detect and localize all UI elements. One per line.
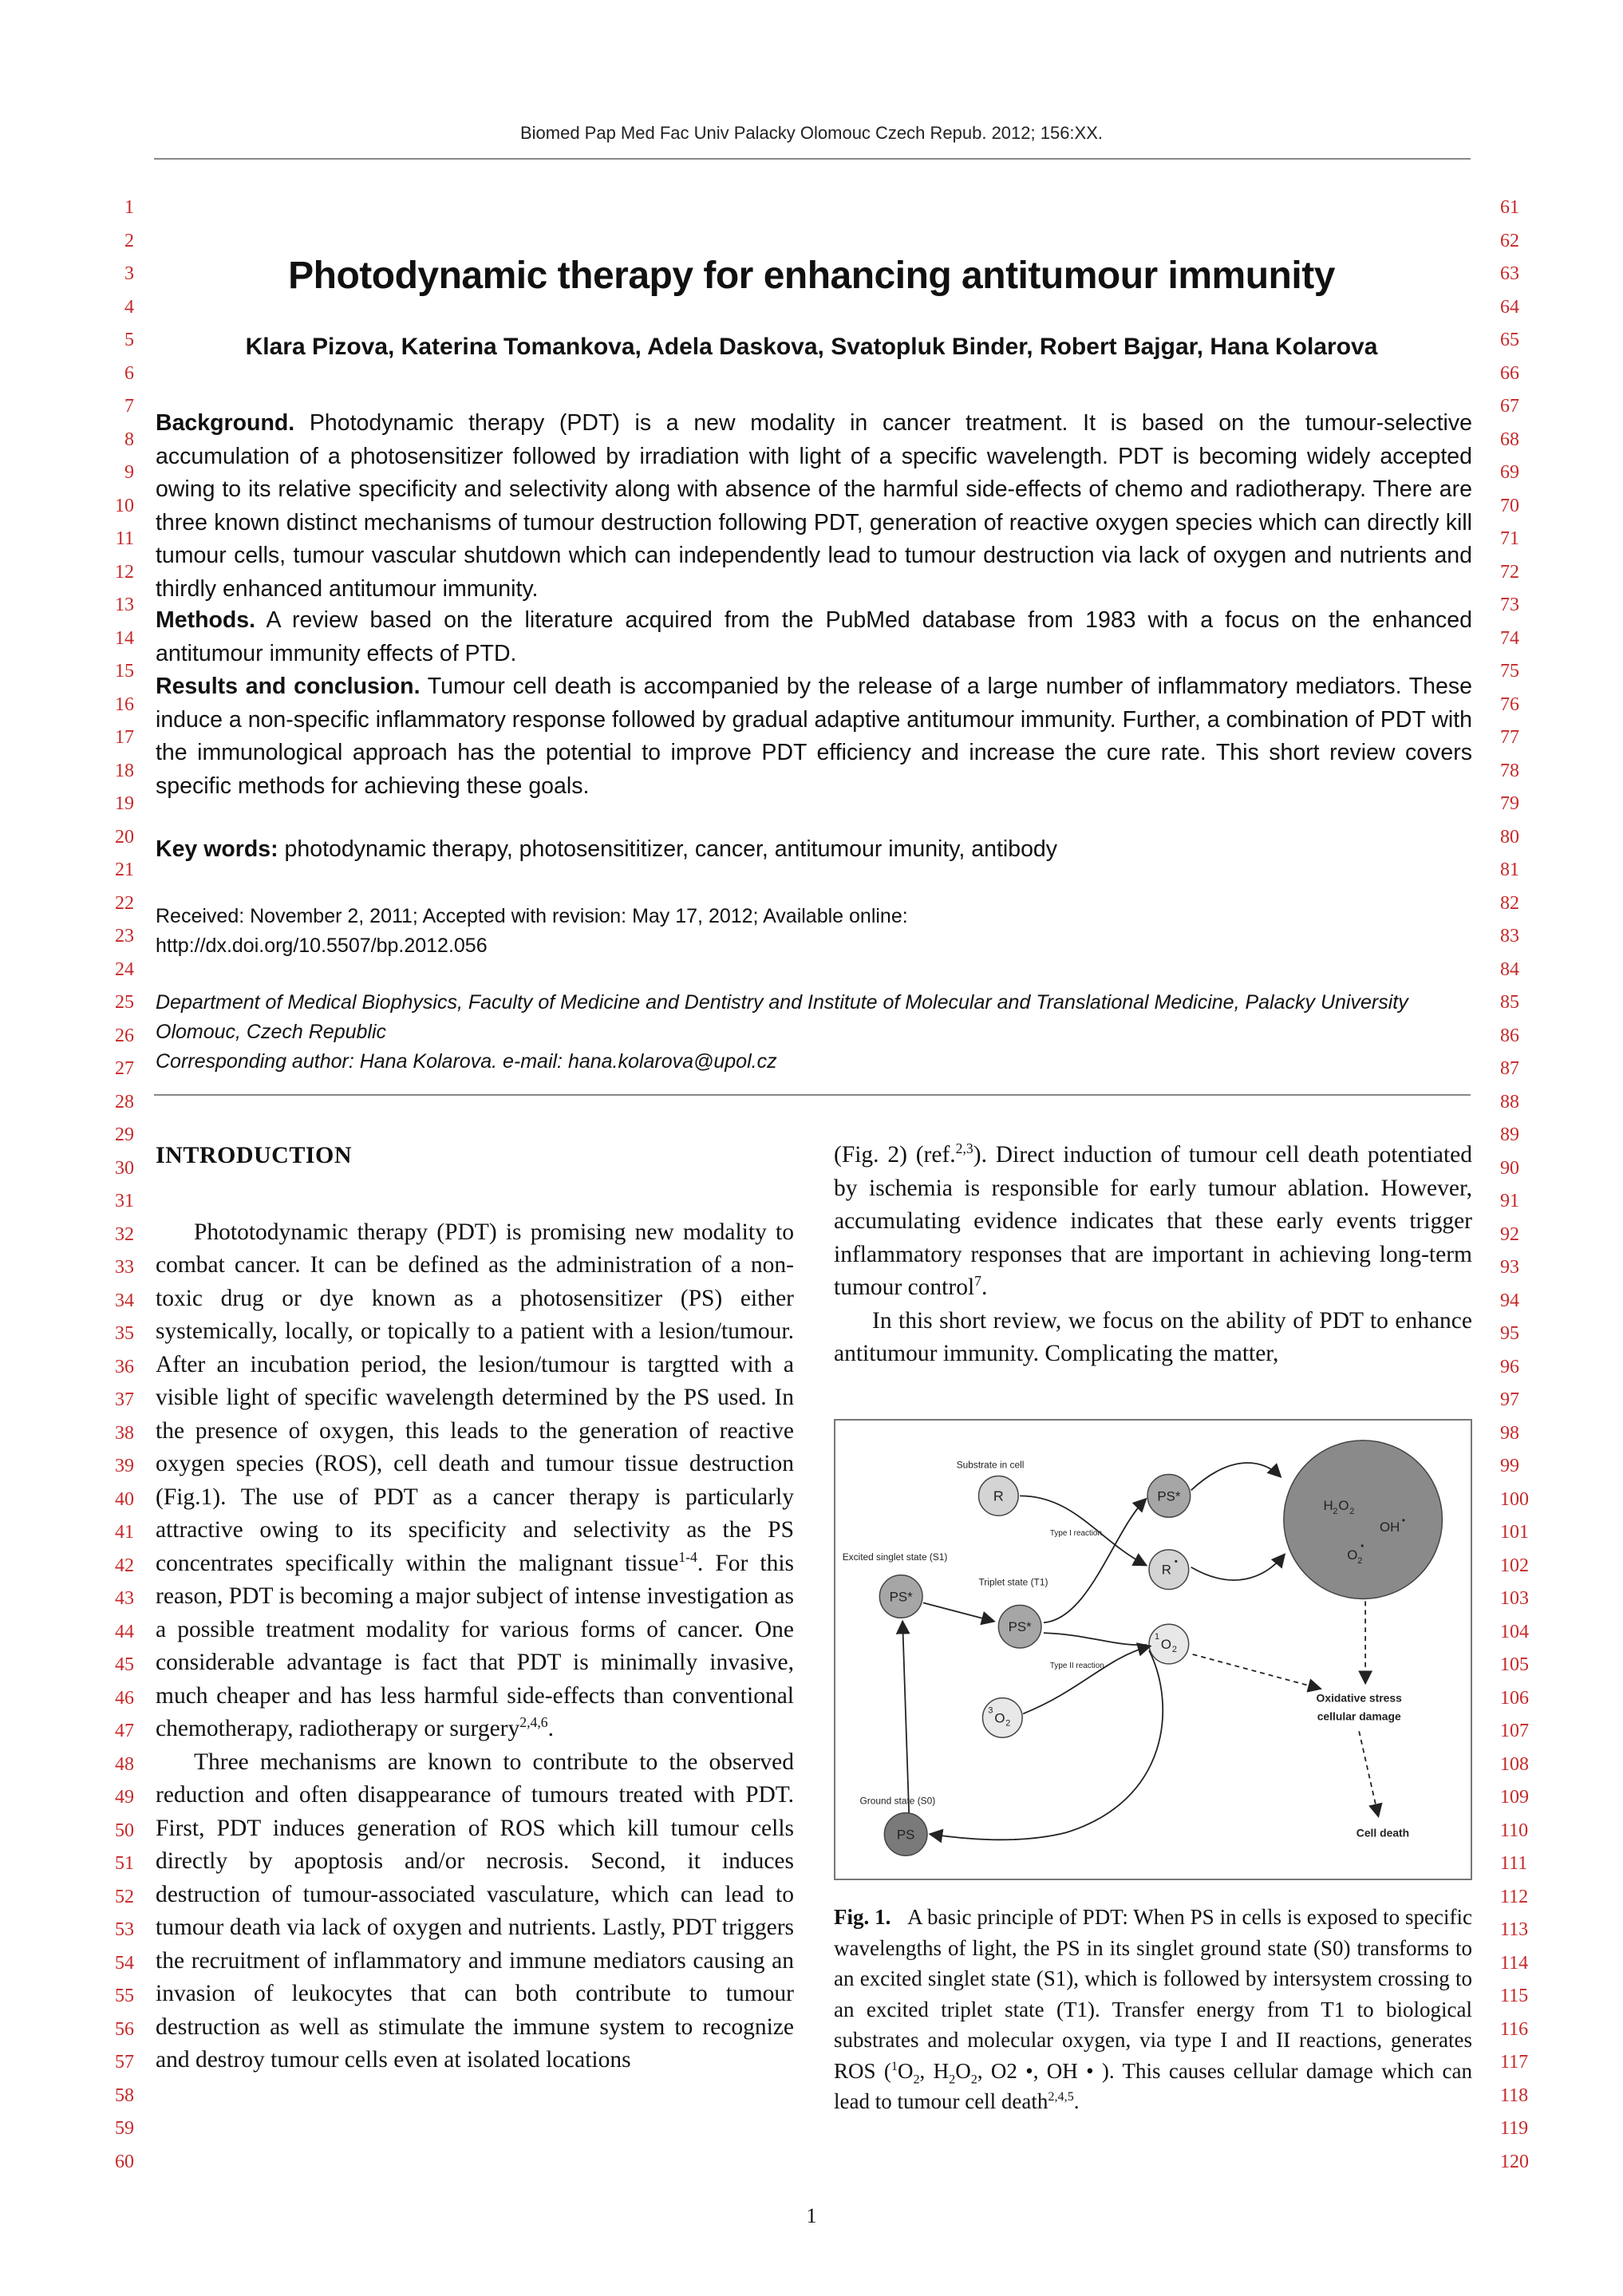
dates-line: Received: November 2, 2011; Accepted with revision: May 17, 2012; Available online: <box>156 905 908 927</box>
citation: 2,3 <box>955 1140 973 1157</box>
line-number: 38 <box>115 1422 134 1444</box>
diagram-arrows <box>902 1463 1284 1840</box>
abstract-background-text: Photodynamic therapy (PDT) is a new modality in cancer treatment. It is based on the tumour-selective accumulation of a photosensitizer followed by irradiation with light of a specific wavelength. PDT is becoming widely accepted owing to its relative specificity and selectivity along with absence of the harmful side-effects of chemo and radiotherapy. There are three known distinct mechanisms of tumour destruction following PDT, generation of reactive oxygen species which can directly kill tumour cells, tumour vascular shutdown which can independently lead to tumour destruction via lack of oxygen and nutrients and thirdly enhanced antitumour immunity. <box>156 410 1472 602</box>
line-number: 76 <box>1500 694 1519 715</box>
line-number: 89 <box>1500 1124 1519 1145</box>
line-number: 67 <box>1500 396 1519 417</box>
line-number: 33 <box>115 1257 134 1278</box>
excited-singlet-label: Excited singlet state (S1) <box>842 1551 948 1563</box>
figure-caption: Fig. 1. A basic principle of PDT: When PS in cells is exposed to specific wavelengths of light, the PS in its singlet ground state (S0) transforms to an excited singlet state (S1), which is followed by intersystem crossing to an excited triplet state (T1). Transfer energy from T1 to biological substrates and molecular oxygen, via type I and II reactions, generates ROS ($^1O_2$, $H_2O_2$, O2 •, OH • ). This causes cellular damage which can lead to tumour cell death$^{2,4,5}$. <box>834 1905 1473 2113</box>
line-number: 90 <box>1500 1157 1519 1179</box>
oxidative-stress-label-2: cellular damage <box>1317 1709 1401 1723</box>
h2o2-sub1: 2 <box>1333 1507 1338 1517</box>
ps-ground-label: PS <box>896 1827 915 1843</box>
line-number: 107 <box>1500 1721 1529 1741</box>
line-number: 100 <box>1500 1488 1529 1510</box>
line-number: 114 <box>1500 1952 1529 1974</box>
line-number: 40 <box>115 1488 134 1510</box>
line-number: 36 <box>115 1356 134 1377</box>
line-number: 80 <box>1500 826 1519 848</box>
line-number: 84 <box>1500 958 1519 980</box>
line-number: 47 <box>115 1721 134 1741</box>
line-number: 56 <box>115 2018 134 2040</box>
ps-star-top-label: PS* <box>1157 1488 1181 1504</box>
line-number: 24 <box>115 958 134 980</box>
keywords <box>156 836 1472 863</box>
line-number: 117 <box>1500 2052 1529 2073</box>
line-number: 58 <box>115 2085 134 2106</box>
line-number: 102 <box>1500 1555 1529 1576</box>
abstract-methods-label: Methods. <box>156 607 256 633</box>
line-number: 63 <box>1500 263 1519 284</box>
diagram-dashed-arrows <box>1193 1601 1378 1815</box>
o2-radical-label: O <box>1347 1547 1358 1563</box>
line-number: 16 <box>115 694 134 715</box>
line-number: 51 <box>115 1853 134 1874</box>
author-list: Klara Pizova, Katerina Tomankova, Adela Daskova, Svatopluk Binder, Robert Bajgar, Hana Kolarova <box>245 334 1378 360</box>
line-number: 1 <box>124 197 134 218</box>
publication-dates <box>156 902 1273 961</box>
ps-star-triplet-label: PS* <box>1008 1619 1032 1635</box>
line-number: 27 <box>115 1058 134 1079</box>
running-header: Biomed Pap Med Fac Univ Palacky Olomouc Czech Repub. 2012; 156:XX. <box>519 123 1104 143</box>
line-number: 105 <box>1500 1654 1529 1675</box>
line-number: 25 <box>115 992 134 1013</box>
section-rule <box>154 1094 1471 1096</box>
line-number: 111 <box>1500 1853 1528 1874</box>
line-number: 85 <box>1500 992 1519 1013</box>
ps-star-singlet-label: PS* <box>889 1589 913 1605</box>
oh-label: OH <box>1380 1519 1400 1535</box>
citation: 2,4,5 <box>1048 2089 1074 2104</box>
line-number: 91 <box>1500 1191 1519 1211</box>
keywords-label: Key words: <box>156 836 278 862</box>
paragraph-text: Phototodynamic therapy (PDT) is promising new modality to combat cancer. It can be defined as the administration of a non-toxic drug or dye known as a photosensitizer (PS) either systemically, locally, or topically to a patient with a lesion/tumour. After an incubation period, the lesion/tumour is targtted with a visible light of specific wavelength determined by the PS used. In the presence of oxygen, this leads to the generation of reactive oxygen species (ROS), cell death and tumour tissue destruction (Fig.1). The use of PDT as a cancer therapy is particularly attractive owing to its specificity and selectivity as the PS concentrates specifically within the malignant tissue <box>156 1219 794 1576</box>
right-column <box>834 1139 1472 1371</box>
pdt-diagram <box>835 1421 1471 1879</box>
abstract-background-label: Background. <box>156 410 295 436</box>
line-number: 75 <box>1500 661 1519 682</box>
figure-1 <box>834 1419 1472 1880</box>
article-title: Photodynamic therapy for enhancing antitumour immunity <box>288 255 1335 297</box>
paragraph-text: . <box>547 1716 555 1741</box>
intro-paragraph-2: Three mechanisms are known to contribute to the observed reduction and often disappearance of tumours treated with PDT. First, PDT induces generation of ROS which kill tumour cells directly by apoptosis and/or necrosis. Second, it induces destruction of tumour-associated vasculature, which can lead to tumour death via lack of oxygen and nutrients. Lastly, PDT triggers the recruitment of inflammatory and immune mediators causing an invasion of leukocytes that can both contribute to tumour destruction as well as stimulate the immune system to recognize and destroy tumour cells even at isolated locations <box>156 1749 794 2073</box>
line-number: 37 <box>115 1389 134 1410</box>
line-number: 88 <box>1500 1091 1519 1112</box>
line-number: 49 <box>115 1787 134 1808</box>
line-number: 21 <box>115 860 134 880</box>
line-number: 68 <box>1500 429 1519 450</box>
line-number: 93 <box>1500 1257 1519 1278</box>
intro-paragraph-continued <box>834 1139 1472 1305</box>
paragraph-text: . <box>981 1274 988 1300</box>
line-number: 78 <box>1500 760 1519 781</box>
citation: 7 <box>974 1273 981 1290</box>
line-number: 81 <box>1500 860 1519 880</box>
triplet-oxygen-label: O <box>994 1710 1005 1726</box>
line-number: 120 <box>1500 2151 1529 2172</box>
header-rule <box>154 158 1471 160</box>
line-number: 34 <box>115 1290 134 1311</box>
line-number: 72 <box>1500 561 1519 583</box>
affiliation <box>156 988 1472 1077</box>
line-number: 65 <box>1500 330 1519 350</box>
line-number: 20 <box>115 826 134 848</box>
line-number: 98 <box>1500 1422 1519 1444</box>
line-number: 19 <box>115 793 134 814</box>
intro-paragraph-1 <box>156 1216 794 1746</box>
line-number: 71 <box>1500 528 1519 549</box>
line-number: 62 <box>1500 230 1519 251</box>
line-number: 28 <box>115 1091 134 1112</box>
line-number: 42 <box>115 1555 134 1576</box>
line-number: 9 <box>124 462 134 483</box>
line-number: 115 <box>1500 1986 1529 2006</box>
keywords-text: photodynamic therapy, photosensititizer, cancer, antitumour imunity, antibody <box>278 836 1058 862</box>
singlet-oxygen-superscript: 1 <box>1154 1632 1160 1642</box>
abstract-results <box>156 670 1472 803</box>
ros-circle <box>1284 1440 1443 1599</box>
cell-death-label: Cell death <box>1356 1826 1410 1840</box>
h2o2-sub2: 2 <box>1349 1507 1355 1517</box>
line-number: 10 <box>115 495 134 516</box>
citation: 1-4 <box>678 1548 697 1565</box>
paragraph-text: . For this reason, PDT is becoming a major subject of intense investigation as a possible treatment modality for various forms of cancer. One considerable advantage is fact that PDT is minimally invasive, much cheaper and has less harmful side-effects than conventional chemotherapy, radiotherapy or surgery <box>156 1550 794 1741</box>
line-number: 7 <box>124 396 134 417</box>
abstract-results-label: Results and conclusion. <box>156 674 421 699</box>
abstract-results-text: Tumour cell death is accompanied by the release of a large number of inflammatory mediators. These induce a non-specific inflammatory response followed by gradual adaptive antitumour immunity. Further, a combination of PDT with the immunological approach has the potential to improve PDT efficiency and increase the cure rate. This short review covers specific methods for achieving these goals. <box>156 674 1472 799</box>
line-number: 97 <box>1500 1389 1519 1410</box>
line-number: 61 <box>1500 197 1519 218</box>
line-number: 99 <box>1500 1456 1519 1476</box>
o2-radical-sub: 2 <box>1357 1555 1363 1566</box>
line-number: 57 <box>115 2052 134 2073</box>
line-number: 119 <box>1500 2118 1529 2139</box>
affiliation-text: Department of Medical Biophysics, Faculty of Medicine and Dentistry and Institute of Molecular and Translational Medicine, Palacky University Olomouc, Czech Republic <box>156 991 1408 1043</box>
line-number: 66 <box>1500 362 1519 384</box>
oxidative-stress-label-1: Oxidative stress <box>1316 1691 1402 1705</box>
line-number: 110 <box>1500 1820 1529 1841</box>
line-number: 3 <box>124 263 134 284</box>
line-number: 60 <box>115 2151 134 2172</box>
triplet-label: Triplet state (T1) <box>978 1576 1048 1588</box>
line-number: 4 <box>124 296 134 318</box>
line-number: 48 <box>115 1753 134 1775</box>
line-number: 116 <box>1500 2018 1529 2040</box>
line-number: 8 <box>124 429 134 450</box>
abstract-background <box>156 407 1472 606</box>
abstract-methods-text: A review based on the literature acquired from the PubMed database from 1983 with a focus on the enhanced antitumour immunity effects of PTD. <box>156 607 1472 666</box>
line-number: 82 <box>1500 892 1519 914</box>
line-number: 108 <box>1500 1753 1529 1775</box>
line-number: 96 <box>1500 1356 1519 1377</box>
line-number: 86 <box>1500 1025 1519 1046</box>
caption-text: A basic principle of PDT: When PS in cells is exposed to specific wavelengths of light, the PS in its singlet ground state (S0) transforms to an excited singlet state (S1), which is followed by intersystem crossing to an excited triplet state (T1). Transfer energy from T1 to biological substrates and molecular oxygen, via type I and II reactions, generates ROS ( <box>834 1905 1472 2083</box>
page-number: 1 <box>806 2204 817 2227</box>
line-number: 14 <box>115 627 134 649</box>
line-number: 101 <box>1500 1522 1529 1543</box>
line-number: 109 <box>1500 1787 1529 1808</box>
left-column <box>156 1139 794 2077</box>
line-number: 87 <box>1500 1058 1519 1079</box>
line-number: 23 <box>115 926 134 946</box>
line-number: 70 <box>1500 495 1519 516</box>
corresponding-author: Corresponding author: Hana Kolarova. e-mail: hana.kolarova@upol.cz <box>156 1050 777 1073</box>
line-number: 26 <box>115 1025 134 1046</box>
line-number: 83 <box>1500 926 1519 946</box>
line-number: 30 <box>115 1157 134 1179</box>
line-number: 55 <box>115 1986 134 2006</box>
ground-state-label: Ground state (S0) <box>859 1795 936 1807</box>
line-number: 103 <box>1500 1588 1529 1609</box>
citation: 2,4,6 <box>519 1714 548 1731</box>
line-number: 118 <box>1500 2085 1529 2106</box>
line-number: 46 <box>115 1687 134 1709</box>
line-number: 11 <box>115 528 134 549</box>
line-number: 15 <box>115 661 134 682</box>
singlet-oxygen-label: O <box>1160 1637 1172 1653</box>
intro-heading: INTRODUCTION <box>156 1142 353 1168</box>
r-star-dot: • <box>1174 1555 1178 1567</box>
line-number: 104 <box>1500 1621 1529 1642</box>
line-number: 112 <box>1500 1886 1529 1907</box>
h2o2-label: H <box>1323 1498 1333 1514</box>
line-number: 53 <box>115 1919 134 1940</box>
line-number: 45 <box>115 1654 134 1675</box>
oh-dot: • <box>1401 1515 1405 1527</box>
r-label: R <box>993 1488 1004 1504</box>
line-number: 17 <box>115 727 134 748</box>
doi-link[interactable]: http://dx.doi.org/10.5507/bp.2012.056 <box>156 935 488 957</box>
line-number: 22 <box>115 892 134 914</box>
line-number: 35 <box>115 1323 134 1344</box>
type-1-label: Type I reaction <box>1049 1528 1102 1538</box>
paragraph-text: (Fig. 2) (ref. <box>834 1142 956 1168</box>
line-number: 29 <box>115 1124 134 1145</box>
line-number: 73 <box>1500 595 1519 615</box>
line-number: 59 <box>115 2118 134 2139</box>
caption-label: Fig. 1. <box>834 1905 891 1929</box>
line-number: 77 <box>1500 727 1519 748</box>
o2-radical-dot: • <box>1360 1539 1364 1551</box>
h2o2-o: O <box>1338 1498 1349 1514</box>
line-number: 50 <box>115 1820 134 1841</box>
line-number: 74 <box>1500 627 1519 649</box>
line-number: 95 <box>1500 1323 1519 1344</box>
line-number: 41 <box>115 1522 134 1543</box>
line-number: 69 <box>1500 462 1519 483</box>
line-number: 113 <box>1500 1919 1529 1940</box>
line-number: 54 <box>115 1952 134 1974</box>
line-number: 31 <box>115 1191 134 1211</box>
line-number: 52 <box>115 1886 134 1907</box>
line-number: 12 <box>115 561 134 583</box>
line-number: 13 <box>115 595 134 615</box>
line-number: 94 <box>1500 1290 1519 1311</box>
line-number: 39 <box>115 1456 134 1476</box>
intro-paragraph-3: In this short review, we focus on the ability of PDT to enhance antitumour immunity. Complicating the matter, <box>834 1307 1472 1366</box>
r-star-label: R <box>1161 1562 1171 1578</box>
paragraph-text: ). Direct induction of tumour cell death potentiated by ischemia is responsible for early tumour ablation. However, accumulating evidence indicates that these early events trigger inflammatory responses that are important in achieving long-term tumour control <box>834 1142 1472 1300</box>
line-number: 6 <box>124 362 134 384</box>
triplet-oxygen-subscript: 2 <box>1005 1718 1011 1729</box>
abstract-methods <box>156 604 1472 670</box>
line-number: 106 <box>1500 1687 1529 1709</box>
line-number: 43 <box>115 1588 134 1609</box>
triplet-oxygen-superscript: 3 <box>988 1705 993 1716</box>
line-number: 64 <box>1500 296 1519 318</box>
line-number: 79 <box>1500 793 1519 814</box>
substrate-label: Substrate in cell <box>956 1459 1025 1471</box>
type-2-label: Type II reaction <box>1049 1661 1104 1670</box>
line-number: 2 <box>124 230 134 251</box>
singlet-oxygen-subscript: 2 <box>1171 1644 1177 1654</box>
line-number: 32 <box>115 1223 134 1245</box>
line-number: 44 <box>115 1621 134 1642</box>
line-number: 92 <box>1500 1223 1519 1245</box>
line-number: 18 <box>115 760 134 781</box>
line-number: 5 <box>124 330 134 350</box>
